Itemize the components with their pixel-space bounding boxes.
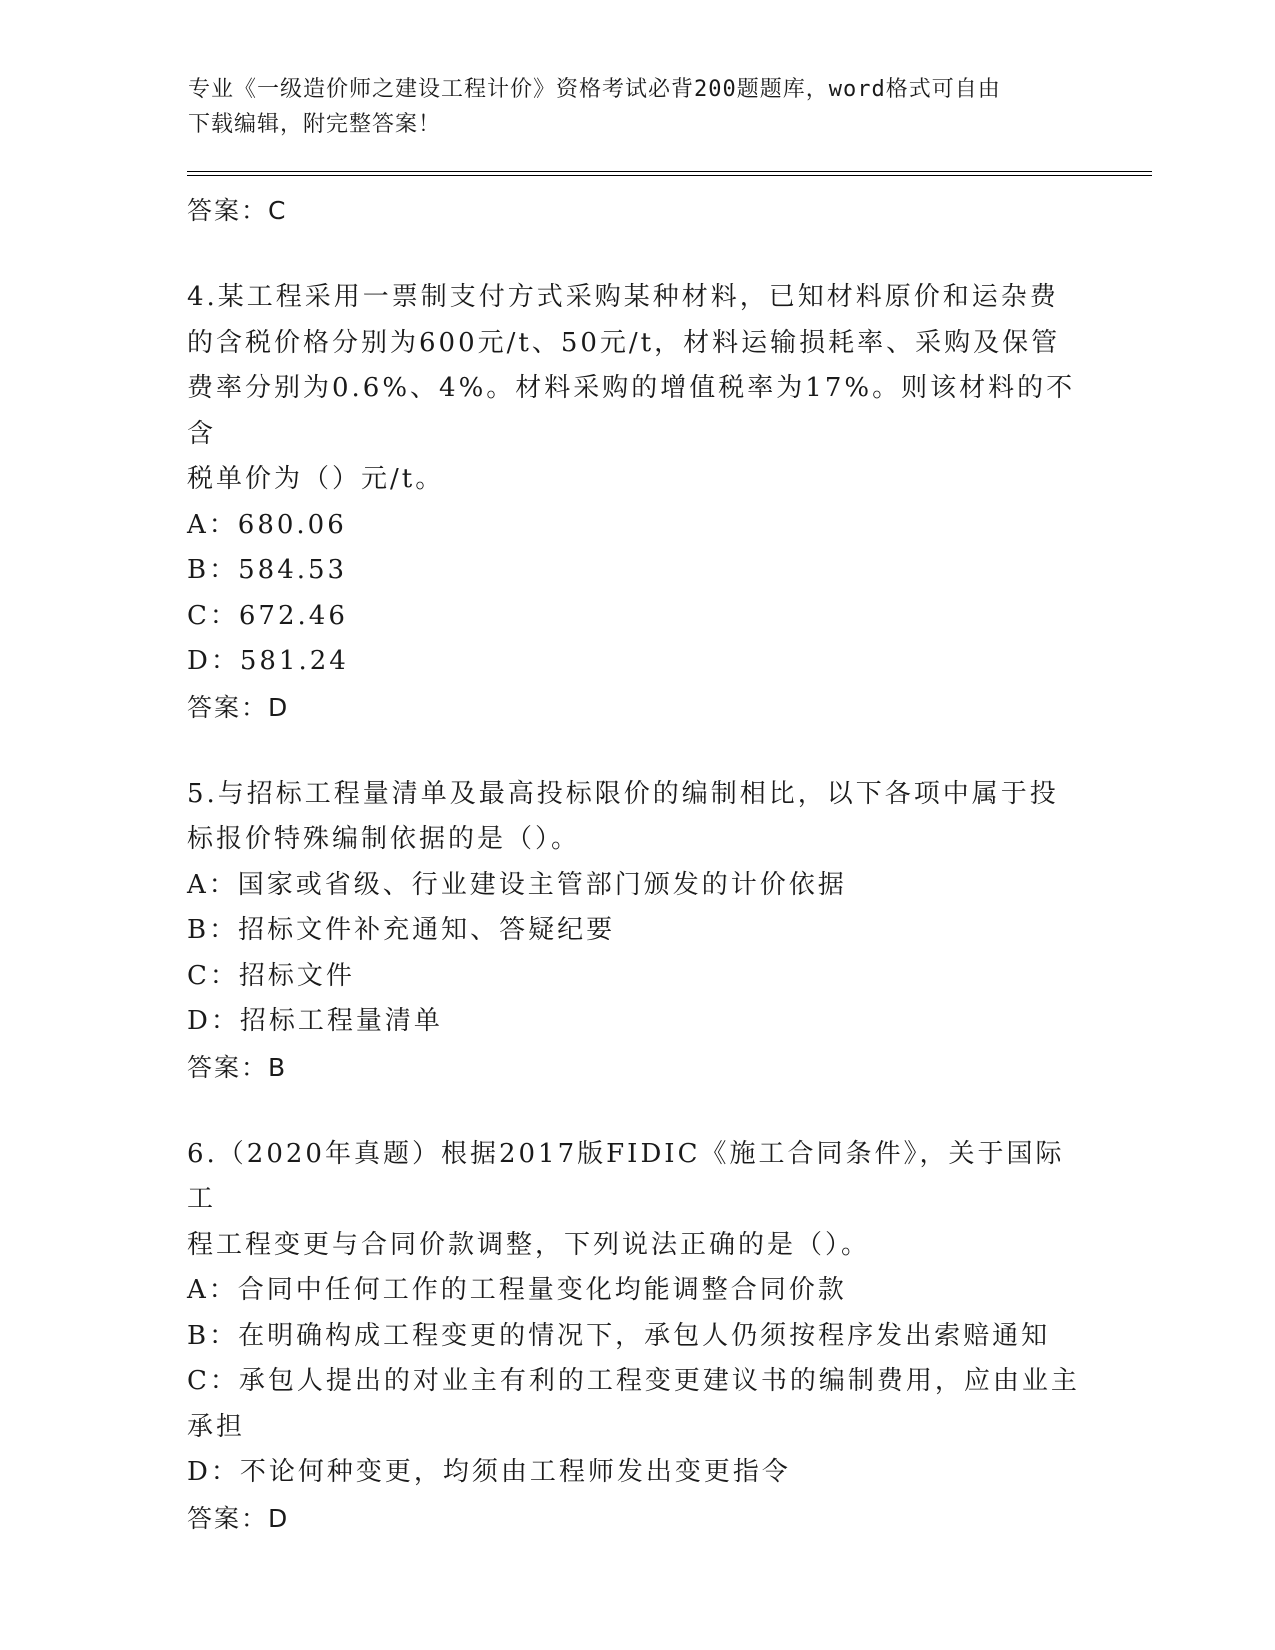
stem-line: 税单价为（）元/t。 <box>187 464 445 494</box>
option-a: A：680.06 <box>187 509 347 540</box>
stem-line: 4.某工程采用一票制支付方式采购某种材料，已知材料原价和运杂费 <box>187 282 1059 312</box>
header-rule-top <box>187 171 1152 172</box>
question-stem <box>187 772 1087 863</box>
question-list <box>187 188 1087 1541</box>
option-c <box>187 1359 1087 1450</box>
header-rule-bottom <box>187 175 1152 176</box>
option-b: B：招标文件补充通知、答疑纪要 <box>187 915 616 945</box>
option-b: B：在明确构成工程变更的情况下，承包人仍须按程序发出索赔通知 <box>187 1320 1051 1351</box>
stem-line: 标报价特殊编制依据的是（）。 <box>187 824 581 854</box>
answer-line: 答案：B <box>187 1052 288 1082</box>
answer-line: 答案：D <box>187 692 290 722</box>
option-a: A：国家或省级、行业建设主管部门颁发的计价依据 <box>187 869 847 900</box>
option-b: B：584.53 <box>187 555 348 585</box>
stem-line: 5.与招标工程量清单及最高投标限价的编制相比，以下各项中属于投 <box>187 778 1059 809</box>
option-a: A：合同中任何工作的工程量变化均能调整合同价款 <box>187 1275 847 1305</box>
answer-line: 答案：D <box>187 1503 290 1533</box>
question-item <box>187 275 1087 730</box>
question-item <box>187 772 1087 1090</box>
stem-line: 6.（2020年真题）根据2017版FIDIC《施工合同条件》，关于国际工 <box>187 1138 1065 1214</box>
header-line-1: 专业《一级造价师之建设工程计价》资格考试必背200题题库，word格式可自由 <box>188 77 1001 102</box>
option-c-line: 承担 <box>187 1411 246 1442</box>
stem-line: 程工程变更与合同价款调整，下列说法正确的是（）。 <box>187 1229 871 1260</box>
option-d: D：不论何种变更，均须由工程师发出变更指令 <box>187 1457 791 1487</box>
stem-line: 的含税价格分别为600元/t、50元/t，材料运输损耗率、采购及保管 <box>187 327 1061 358</box>
answer-line: 答案：C <box>187 196 288 225</box>
question-stem <box>187 1132 1087 1269</box>
option-d: D：581.24 <box>187 646 349 676</box>
option-c: C：672.46 <box>187 600 348 631</box>
question-stem <box>187 275 1087 503</box>
option-c: C：招标文件 <box>187 960 355 991</box>
header-line-2: 下载编辑，附完整答案！ <box>188 112 442 137</box>
option-d: D：招标工程量清单 <box>187 1006 443 1036</box>
option-c-line: C：承包人提出的对业主有利的工程变更建议书的编制费用，应由业主 <box>187 1366 1080 1396</box>
document-header <box>188 72 1078 142</box>
stem-line: 费率分别为0.6%、4%。材料采购的增值税率为17%。则该材料的不含 <box>187 373 1076 449</box>
question-item <box>187 1132 1087 1541</box>
